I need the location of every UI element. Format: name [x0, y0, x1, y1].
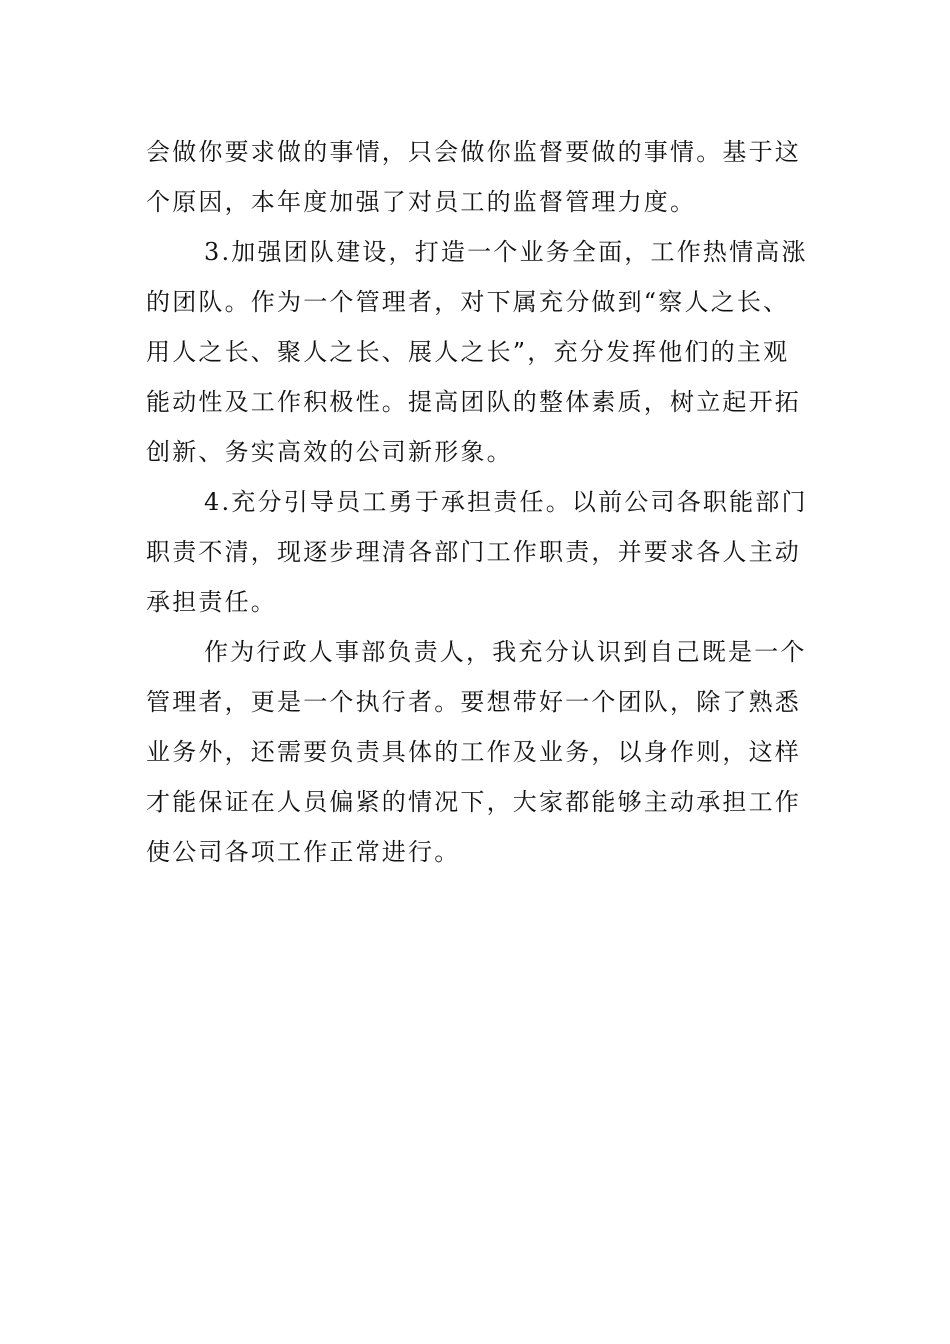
- paragraph-1: [146, 127, 806, 227]
- paragraph-line: 职责不清，现逐步理清各部门工作职责，并要求各人主动: [146, 538, 801, 566]
- paragraph-4: [146, 627, 806, 877]
- paragraph-line: 承担责任。: [146, 588, 277, 616]
- paragraph-line: 3.加强团队建设，打造一个业务全面，工作热情高涨: [204, 238, 808, 266]
- paragraph-line: 4.充分引导员工勇于承担责任。以前公司各职能部门: [204, 488, 808, 516]
- paragraph-line: 能动性及工作积极性。提高团队的整体素质，树立起开拓: [146, 388, 801, 416]
- paragraph-line: 业务外，还需要负责具体的工作及业务，以身作则，这样: [146, 738, 801, 766]
- paragraph-line: 个原因，本年度加强了对员工的监督管理力度。: [146, 188, 697, 216]
- paragraph-line: 使公司各项工作正常进行。: [146, 838, 461, 866]
- paragraph-line: 管理者，更是一个执行者。要想带好一个团队，除了熟悉: [146, 688, 801, 716]
- paragraph-line: 作为行政人事部负责人，我充分认识到自己既是一个: [204, 638, 807, 666]
- paragraph-line: 创新、务实高效的公司新形象。: [146, 438, 513, 466]
- paragraph-line: 才能保证在人员偏紧的情况下，大家都能够主动承担工作: [146, 788, 801, 816]
- paragraph-line: 会做你要求做的事情，只会做你监督要做的事情。基于这: [146, 138, 801, 166]
- paragraph-3: [146, 477, 806, 627]
- document-body: [146, 127, 806, 877]
- paragraph-line: 的团队。作为一个管理者，对下属充分做到“察人之长、: [146, 288, 790, 316]
- paragraph-2: [146, 227, 806, 477]
- paragraph-line: 用人之长、聚人之长、展人之长”，充分发挥他们的主观: [146, 338, 790, 366]
